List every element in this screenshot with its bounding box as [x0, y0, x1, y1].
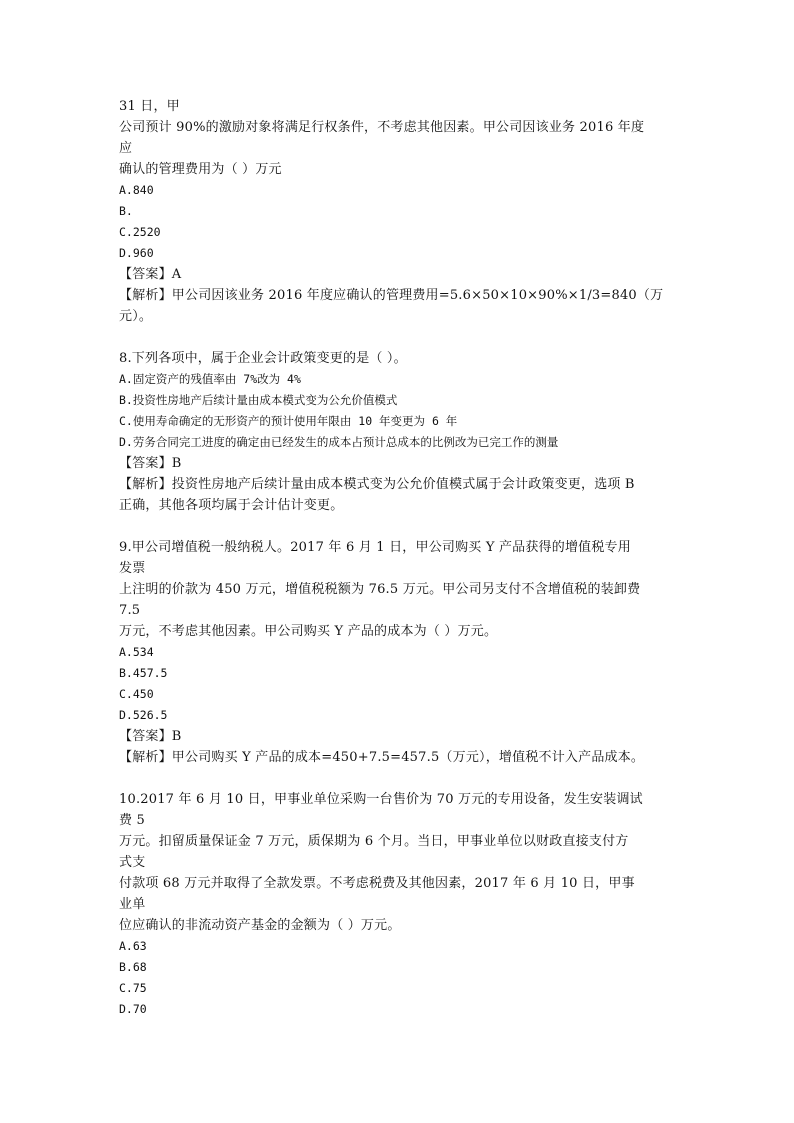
question-text: 业单: [119, 897, 146, 912]
question-text: 付款项 68 万元并取得了全款发票。不考虑税费及其他因素，2017 年 6 月 10 日，甲事: [119, 876, 635, 891]
answer-option: B.68: [119, 960, 147, 974]
analysis-text: 元）。: [119, 309, 153, 324]
answer-option: B.: [119, 204, 133, 218]
answer-option: A.固定资产的残值率由 7%改为 4%: [119, 372, 301, 386]
block-gap: [119, 516, 689, 537]
document-body: [119, 96, 689, 1020]
answer-option: C.2520: [119, 225, 161, 239]
analysis-text: 【解析】甲公司购买 Y 产品的成本=450+7.5=457.5（万元），增值税不计入产品成本。: [119, 750, 645, 765]
answer-option: C.使用寿命确定的无形资产的预计使用年限由 10 年变更为 6 年: [119, 414, 458, 428]
analysis-text: 正确，其他各项均属于会计估计变更。: [119, 498, 344, 513]
answer-option: A.840: [119, 183, 154, 197]
answer-option: D.劳务合同完工进度的确定由已经发生的成本占预计总成本的比例改为已完工作的测量: [119, 435, 559, 449]
answer-option: B.投资性房地产后续计量由成本模式变为公允价值模式: [119, 393, 398, 407]
question-text: 公司预计 90%的激励对象将满足行权条件，不考虑其他因素。甲公司因该业务 2016 年度: [119, 120, 645, 135]
answer-line: 【答案】B: [119, 729, 182, 744]
answer-option: A.534: [119, 645, 154, 659]
answer-line: 【答案】B: [119, 456, 182, 471]
question-text: 费 5: [119, 813, 146, 828]
question-text: 位应确认的非流动资产基金的金额为（ ）万元。: [119, 918, 401, 933]
answer-line: 【答案】A: [119, 267, 182, 282]
question-text: 10.2017 年 6 月 10 日，甲事业单位采购一台售价为 70 万元的专用设备，发生安装调试: [119, 792, 643, 807]
question-text: 7.5: [119, 603, 141, 618]
analysis-text: 【解析】投资性房地产后续计量由成本模式变为公允价值模式属于会计政策变更，选项 B: [119, 477, 635, 492]
question-text: 8.下列各项中，属于企业会计政策变更的是（ ）。: [119, 351, 407, 366]
block-gap: [119, 768, 689, 789]
answer-option: D.960: [119, 246, 154, 260]
analysis-text: 【解析】甲公司因该业务 2016 年度应确认的管理费用=5.6×50×10×90%×1/3=840（万: [119, 288, 664, 303]
question-text: 确认的管理费用为（ ）万元: [119, 162, 282, 177]
answer-option: B.457.5: [119, 666, 168, 680]
block-gap: [119, 327, 689, 348]
question-text: 万元。扣留质量保证金 7 万元，质保期为 6 个月。当日，甲事业单位以财政直接支付方: [119, 834, 629, 849]
question-text: 式支: [119, 855, 146, 870]
question-text: 应: [119, 141, 133, 156]
answer-option: D.526.5: [119, 708, 168, 722]
question-text: 上注明的价款为 450 万元，增值税税额为 76.5 万元。甲公司另支付不含增值税的装卸费: [119, 582, 641, 597]
answer-option: C.450: [119, 687, 154, 701]
answer-option: D.70: [119, 1002, 147, 1016]
question-text: 发票: [119, 561, 146, 576]
question-text: 31 日，甲: [119, 99, 180, 114]
question-text: 万元，不考虑其他因素。甲公司购买 Y 产品的成本为（ ）万元。: [119, 624, 498, 639]
answer-option: A.63: [119, 939, 147, 953]
answer-option: C.75: [119, 981, 147, 995]
question-text: 9.甲公司增值税一般纳税人。2017 年 6 月 1 日，甲公司购买 Y 产品获得的增值税专用: [119, 540, 631, 555]
